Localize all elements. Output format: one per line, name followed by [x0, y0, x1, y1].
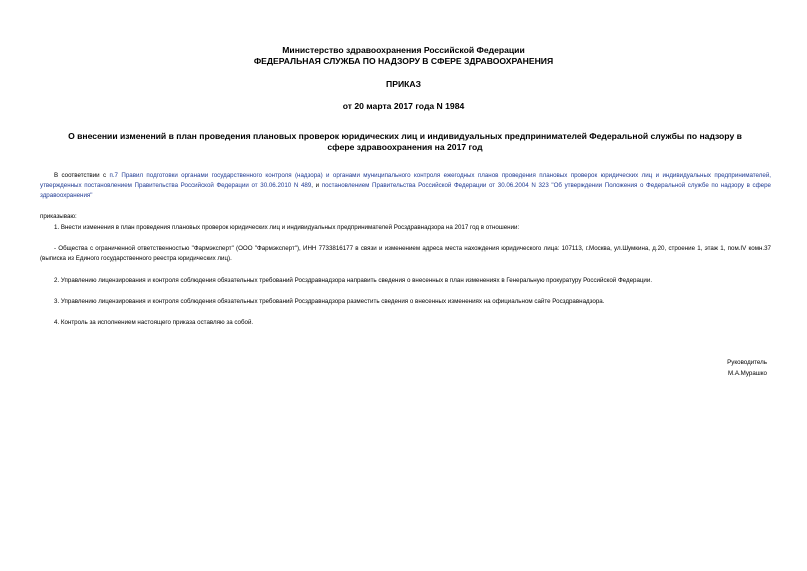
rules-link[interactable]: п.7 Правил подготовки органами государственного контроля (надзора) и органами муниципального контроля ежегодных планов проведения плановых проверок юридических лиц и индивидуальных предпринимателей, утвержденных постановлением Правительства Российской Федерации от 30.06.2010 N 489 [40, 172, 771, 189]
order-item-4: 4. Контроль за исполнением настоящего приказа оставляю за собой. [54, 319, 254, 326]
intro-prefix: В соответствии с [54, 172, 110, 179]
order-item-1: 1. Внести изменения в план проведения плановых проверок юридических лиц и индивидуальных предпринимателей Росздравнадзора на 2017 год в отношении: [54, 224, 520, 231]
document-title: О внесении изменений в план проведения плановых проверок юридических лиц и индивидуальных предпринимателей Федеральной службы по надзору в сфере здравоохранения на 2017 год [68, 131, 742, 152]
service-name: ФЕДЕРАЛЬНАЯ СЛУЖБА ПО НАДЗОРУ В СФЕРЕ ЗДРАВООХРАНЕНИЯ [253, 56, 554, 66]
document-type: ПРИКАЗ [386, 79, 421, 89]
intro-paragraph [40, 171, 771, 200]
signatory-name: М.А.Мурашко [727, 370, 767, 377]
regulation-link[interactable]: постановлением Правительства Российской Федерации от 30.06.2004 N 323 "Об утверждении Положения о Федеральной службе по надзору в сфере здравоохранения" [40, 181, 772, 199]
company-entry: - Общества с ограниченной ответственностью "Фармэксперт" (ООО "Фармэксперт"), ИНН 7733816177 в связи и изменением адреса места нахождения юридического лица: 107113, г.Москва, ул.Шумкина, д.20, строение 1, этаж 1, пом.IV комн.37 (выписка из Единого государственного реестра юридических лиц). [40, 245, 771, 262]
signatory-role: Руководитель [727, 359, 767, 366]
order-item-2: 2. Управлению лицензирования и контроля соблюдения обязательных требований Росздравнадзора направить сведения о внесенных в план изменениях в Генеральную прокуратуру Российской Федерации. [54, 277, 653, 284]
orders-word: приказываю: [40, 213, 77, 220]
document-date-number: от 20 марта 2017 года N 1984 [342, 101, 465, 111]
order-item-3: 3. Управлению лицензирования и контроля соблюдения обязательных требований Росздравнадзора разместить сведения о внесенных изменениях на официальном сайте Росздравнадзора. [54, 298, 605, 305]
ministry-name: Министерство здравоохранения Российской Федерации [282, 45, 525, 55]
intro-middle: , и [311, 181, 322, 189]
